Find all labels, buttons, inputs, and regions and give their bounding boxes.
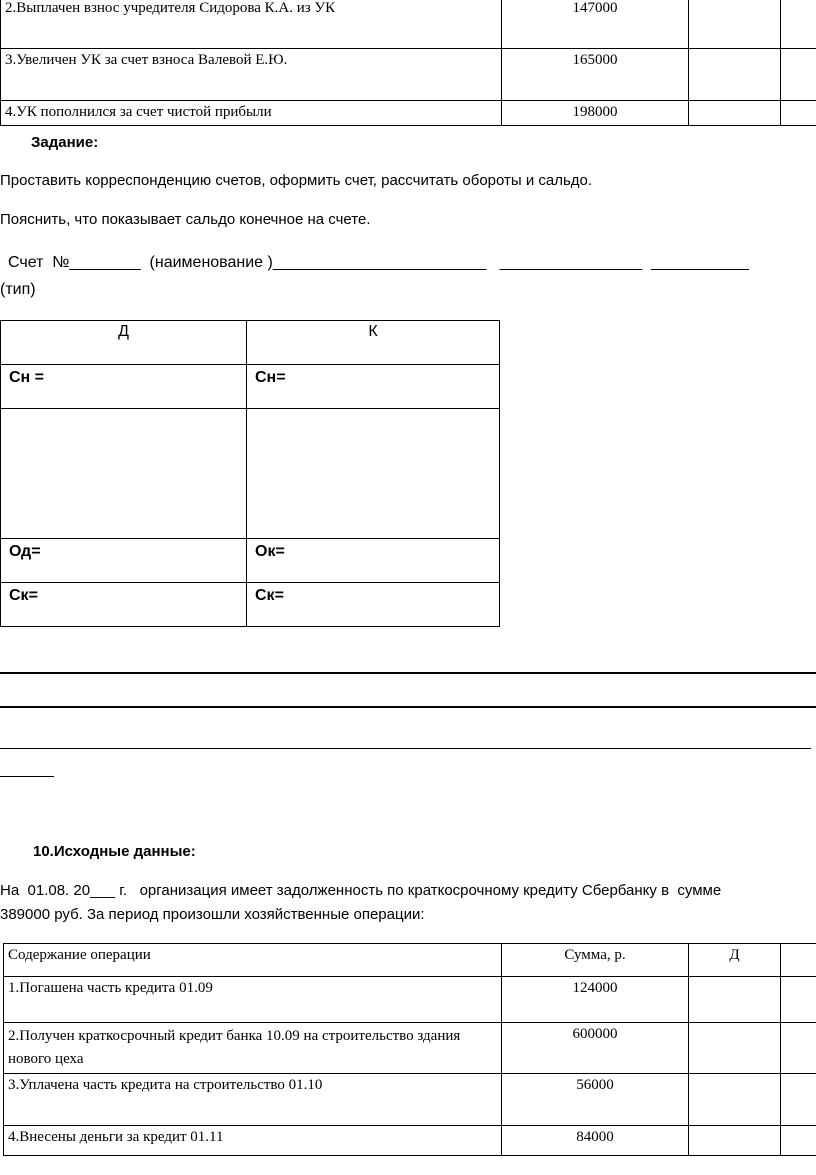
column-header-debit: Д xyxy=(689,944,781,977)
table-row xyxy=(4,977,816,1023)
operation-text: 2.Получен краткосрочный кредит банка 10.09 на строительство здания нового цеха xyxy=(4,1023,502,1074)
table-row xyxy=(1,0,816,49)
section-10-intro-line-2: 389000 руб. За период произошли хозяйственные операции: xyxy=(0,906,425,923)
operation-sum: 124000 xyxy=(502,977,689,1023)
task-heading: Задание: xyxy=(31,134,99,151)
t-account xyxy=(0,320,500,627)
operation-text: 3.Увеличен УК за счет взноса Валевой Е.Ю. xyxy=(1,49,502,101)
operation-text: 4.Внесены деньги за кредит 01.11 xyxy=(4,1126,502,1156)
table-row xyxy=(4,1074,816,1126)
task-line-1: Проставить корреспонденцию счетов, оформить счет, рассчитать обороты и сальдо. xyxy=(0,172,593,189)
operations-table-credit xyxy=(3,943,816,1156)
operation-text: 2.Выплачен взнос учредителя Сидорова К.А. из УК xyxy=(1,0,502,49)
debit-header: Д xyxy=(1,321,247,365)
section-10-intro-line-1: На 01.08. 20___ г. организация имеет задолженность по краткосрочному кредиту Сбербанку в сумме xyxy=(0,882,722,899)
table-row xyxy=(1,101,816,126)
operation-sum: 147000 xyxy=(502,0,689,49)
operation-text: 1.Погашена часть кредита 01.09 xyxy=(4,977,502,1023)
column-header-credit xyxy=(781,944,816,977)
account-type-label: (тип) xyxy=(0,281,36,298)
debit-cell xyxy=(689,49,781,101)
credit-cell xyxy=(781,0,816,49)
turnover-credit: Ок= xyxy=(247,539,500,583)
answer-line xyxy=(0,776,54,777)
credit-cell xyxy=(781,1126,816,1156)
operation-text: 3.Уплачена часть кредита на строительство 01.10 xyxy=(4,1074,502,1126)
answer-line xyxy=(0,748,811,749)
table-header-row xyxy=(4,944,816,977)
turnover-debit: Од= xyxy=(1,539,247,583)
table-row xyxy=(1,49,816,101)
operation-text: 4.УК пополнился за счет чистой прибыли xyxy=(1,101,502,126)
opening-balance-debit: Сн = xyxy=(1,365,247,409)
credit-cell xyxy=(781,1023,816,1074)
operation-sum: 165000 xyxy=(502,49,689,101)
debit-cell xyxy=(689,101,781,126)
account-form-line: Счет №________ (наименование )________________________ ________________ ___________ xyxy=(8,254,749,271)
operations-table-top xyxy=(0,0,816,126)
answer-line xyxy=(0,706,816,708)
operation-sum: 600000 xyxy=(502,1023,689,1074)
credit-cell xyxy=(781,101,816,126)
operation-sum: 84000 xyxy=(502,1126,689,1156)
closing-balance-debit: Ск= xyxy=(1,583,247,627)
operation-sum: 56000 xyxy=(502,1074,689,1126)
section-10-heading: 10.Исходные данные: xyxy=(33,843,196,860)
credit-cell xyxy=(781,1074,816,1126)
debit-cell xyxy=(689,1126,781,1156)
table-row xyxy=(4,1126,816,1156)
credit-cell xyxy=(781,49,816,101)
debit-entries xyxy=(1,409,247,539)
column-header-sum: Сумма, р. xyxy=(502,944,689,977)
answer-line xyxy=(0,672,816,674)
credit-cell xyxy=(781,977,816,1023)
debit-cell xyxy=(689,0,781,49)
debit-cell xyxy=(689,1023,781,1074)
closing-balance-credit: Ск= xyxy=(247,583,500,627)
operation-sum: 198000 xyxy=(502,101,689,126)
column-header-operation: Содержание операции xyxy=(4,944,502,977)
task-line-2: Пояснить, что показывает сальдо конечное на счете. xyxy=(0,211,371,228)
table-row xyxy=(4,1023,816,1074)
credit-header: К xyxy=(247,321,500,365)
debit-cell xyxy=(689,977,781,1023)
opening-balance-credit: Сн= xyxy=(247,365,500,409)
debit-cell xyxy=(689,1074,781,1126)
credit-entries xyxy=(247,409,500,539)
